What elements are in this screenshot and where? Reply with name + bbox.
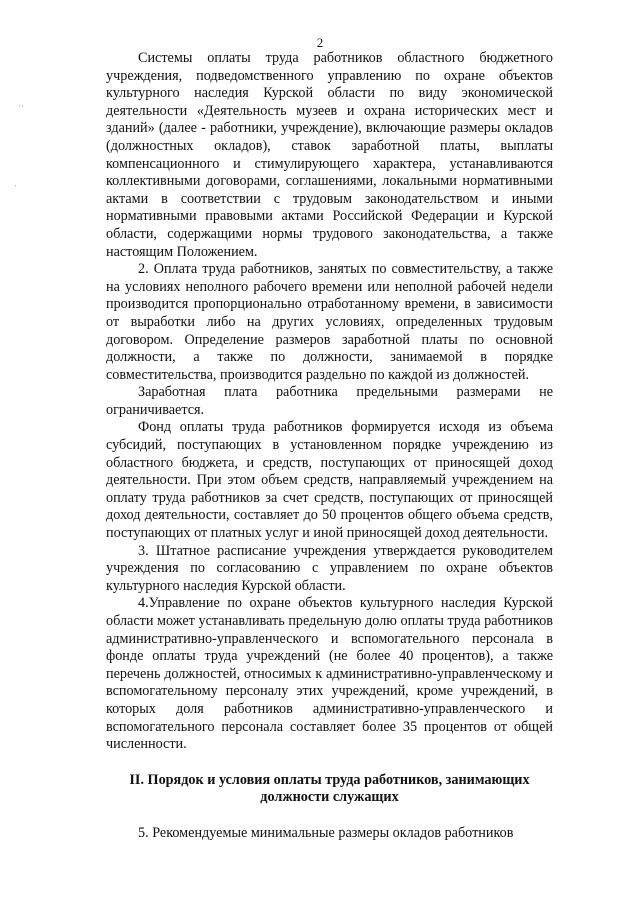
paragraph-staff-schedule: 3. Штатное расписание учреждения утверждается руководителем учреждения по согласованию с управлением по охране объектов культурного наследия Курской области. <box>106 542 553 594</box>
scan-mark: · <box>14 181 17 191</box>
page-number: 2 <box>316 35 324 50</box>
paragraph-recommended-salaries: 5. Рекомендуемые минимальные размеры окладов работников <box>138 824 514 841</box>
document-body <box>106 50 553 843</box>
scan-mark: ·· <box>18 101 24 111</box>
paragraph-part-time-pay: 2. Оплата труда работников, занятых по совместительству, а также на условиях неполного рабочего времени или неполной рабочей недели производится пропорционально отработанному времени, в зависимости от выработки либо на других условиях, определенных трудовым договором. Определение размеров заработной платы по основной должности, а также по должности, занимаемой в порядке совместительства, производится раздельно по каждой из должностей. <box>106 261 553 383</box>
paragraph-admin-staff-share: 4.Управление по охране объектов культурного наследия Курской области может устанавливать предельную долю оплаты труда работников административно-управленческого и вспомогательного персонала в фонде оплаты труда учреждений (не более 40 процентов), а также перечень должностей, относимых к административно-управленческому и вспомогательному персоналу этих учреждений, кроме учреждений, в которых доля работников административно-управленческого и вспомогательного персонала составляет более 35 процентов от общей численности. <box>106 595 553 753</box>
paragraph-payroll-fund: Фонд оплаты труда работников формируется исходя из объема субсидий, поступающих в установленном порядке учреждению из областного бюджета, и средств, поступающих от приносящей доход деятельности. При этом объем средств, направляемый учреждением на оплату труда работников за счет средств, поступающих от приносящей доход деятельности, составляет до 50 процентов общего объема средств, поступающих от платных услуг и иной приносящей доход деятельности. <box>106 419 553 542</box>
paragraph-salary-limit: Заработная плата работника предельными размерами не ограничивается. <box>106 384 553 418</box>
section-heading: II. Порядок и условия оплаты труда работников, занимающих должности служащих <box>129 771 530 806</box>
paragraph-systems-of-pay: Системы оплаты труда работников областного бюджетного учреждения, подведомственного управлению по охране объектов культурного наследия Курской области по виду экономической деятельности «Деятельность музеев и охрана исторических мест и зданий» (далее - работники, учреждение), включающие размеры окладов (должностных окладов), ставок заработной платы, выплаты компенсационного и стимулирующего характера, устанавливаются коллективными договорами, соглашениями, локальными нормативными актами в соответствии с трудовым законодательством и иными нормативными правовыми актами Российской Федерации и Курской области, содержащими нормы трудового законодательства, а также настоящим Положением. <box>106 50 553 260</box>
